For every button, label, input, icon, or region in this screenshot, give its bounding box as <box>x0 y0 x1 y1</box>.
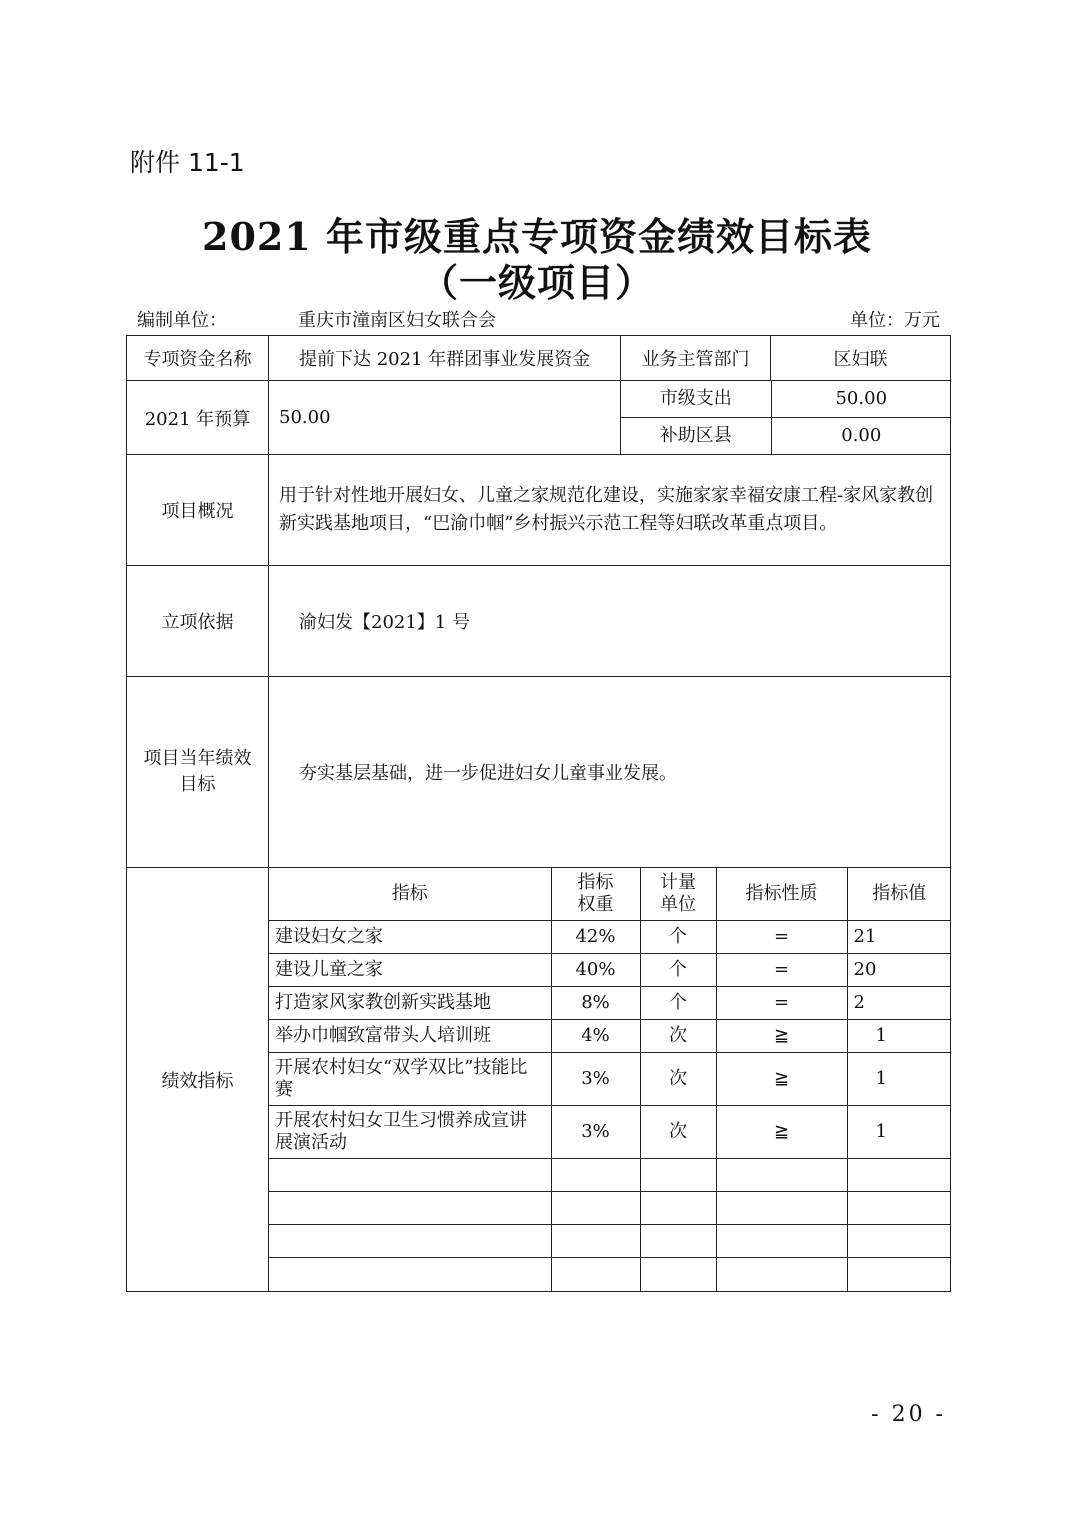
indicator-value: 1 <box>847 1053 951 1105</box>
indicator-name: 开展农村妇女卫生习惯养成宣讲展演活动 <box>269 1105 551 1158</box>
indicator-nature: = <box>716 953 847 986</box>
document-title: 2021 年市级重点专项资金绩效目标表 <box>202 214 872 259</box>
page-number: - 20 - <box>871 1402 946 1427</box>
fund-name-value: 提前下达 2021 年群团事业发展资金 <box>269 336 621 381</box>
indicator-name: 举办巾帼致富带头人培训班 <box>269 1020 551 1053</box>
overview-value: 用于针对性地开展妇女、儿童之家规范化建设，实施家家幸福安康工程-家风家教创新实践基地项目，“巴渝巾帼”乡村振兴示范工程等妇联改革重点项目。 <box>269 455 951 566</box>
subsidy-label: 补助区县 <box>621 418 771 455</box>
budget-label: 2021 年预算 <box>127 381 269 455</box>
compiler-value: 重庆市潼南区妇女联合会 <box>298 310 496 331</box>
header-nature: 指标性质 <box>716 868 847 920</box>
attachment-number: 附件 11-1 <box>130 148 245 177</box>
indicator-unit: 次 <box>640 1020 716 1053</box>
header-indicator: 指标 <box>269 868 551 920</box>
indicator-weight: 8% <box>551 987 640 1020</box>
empty-row <box>269 1258 951 1291</box>
header-value: 指标值 <box>847 868 951 920</box>
indicator-nature: ≧ <box>716 1053 847 1105</box>
overview-label: 项目概况 <box>127 455 269 566</box>
compiler-label: 编制单位： <box>137 310 227 331</box>
basis-value: 渝妇发【2021】1 号 <box>269 566 951 677</box>
subsidy-value: 0.00 <box>771 418 951 455</box>
indicator-unit: 个 <box>640 953 716 986</box>
indicator-name: 建设儿童之家 <box>269 953 551 986</box>
indicators-label: 绩效指标 <box>127 868 269 1292</box>
table-row <box>269 1020 951 1053</box>
table-row <box>269 1053 951 1105</box>
dept-label: 业务主管部门 <box>621 336 771 381</box>
basis-label: 立项依据 <box>127 566 269 677</box>
indicator-value: 1 <box>847 1105 951 1158</box>
table-row <box>269 920 951 953</box>
performance-target-table <box>126 335 951 1292</box>
header-weight: 指标权重 <box>551 868 640 920</box>
indicator-name: 建设妇女之家 <box>269 920 551 953</box>
indicator-weight: 40% <box>551 953 640 986</box>
table-row <box>269 1105 951 1158</box>
indicator-weight: 3% <box>551 1105 640 1158</box>
budget-breakdown <box>621 381 951 455</box>
indicator-value: 20 <box>847 953 951 986</box>
city-expense-value: 50.00 <box>771 381 951 418</box>
indicator-weight: 42% <box>551 920 640 953</box>
indicators-grid <box>269 868 951 1292</box>
indicator-unit: 个 <box>640 920 716 953</box>
budget-value: 50.00 <box>269 381 621 455</box>
empty-row <box>269 1192 951 1225</box>
indicator-nature: = <box>716 987 847 1020</box>
indicator-weight: 4% <box>551 1020 640 1053</box>
empty-row <box>269 1158 951 1191</box>
indicator-unit: 个 <box>640 987 716 1020</box>
indicator-nature: ≧ <box>716 1105 847 1158</box>
indicator-name: 开展农村妇女“双学双比”技能比赛 <box>269 1053 551 1105</box>
goal-label: 项目当年绩效目标 <box>127 677 269 868</box>
fund-name-label: 专项资金名称 <box>127 336 269 381</box>
table-row <box>269 953 951 986</box>
indicator-unit: 次 <box>640 1105 716 1158</box>
indicator-nature: ≧ <box>716 1020 847 1053</box>
document-subtitle: （一级项目） <box>419 260 654 305</box>
indicator-unit: 次 <box>640 1053 716 1105</box>
indicator-name: 打造家风家教创新实践基地 <box>269 987 551 1020</box>
indicator-weight: 3% <box>551 1053 640 1105</box>
dept-value: 区妇联 <box>771 336 951 381</box>
indicator-value: 21 <box>847 920 951 953</box>
city-expense-label: 市级支出 <box>621 381 771 418</box>
header-unit: 计量单位 <box>640 868 716 920</box>
goal-value: 夯实基层基础，进一步促进妇女儿童事业发展。 <box>269 677 951 868</box>
table-row <box>269 987 951 1020</box>
indicator-value: 1 <box>847 1020 951 1053</box>
unit-label: 单位：万元 <box>850 310 940 331</box>
indicator-nature: = <box>716 920 847 953</box>
indicator-value: 2 <box>847 987 951 1020</box>
empty-row <box>269 1225 951 1258</box>
